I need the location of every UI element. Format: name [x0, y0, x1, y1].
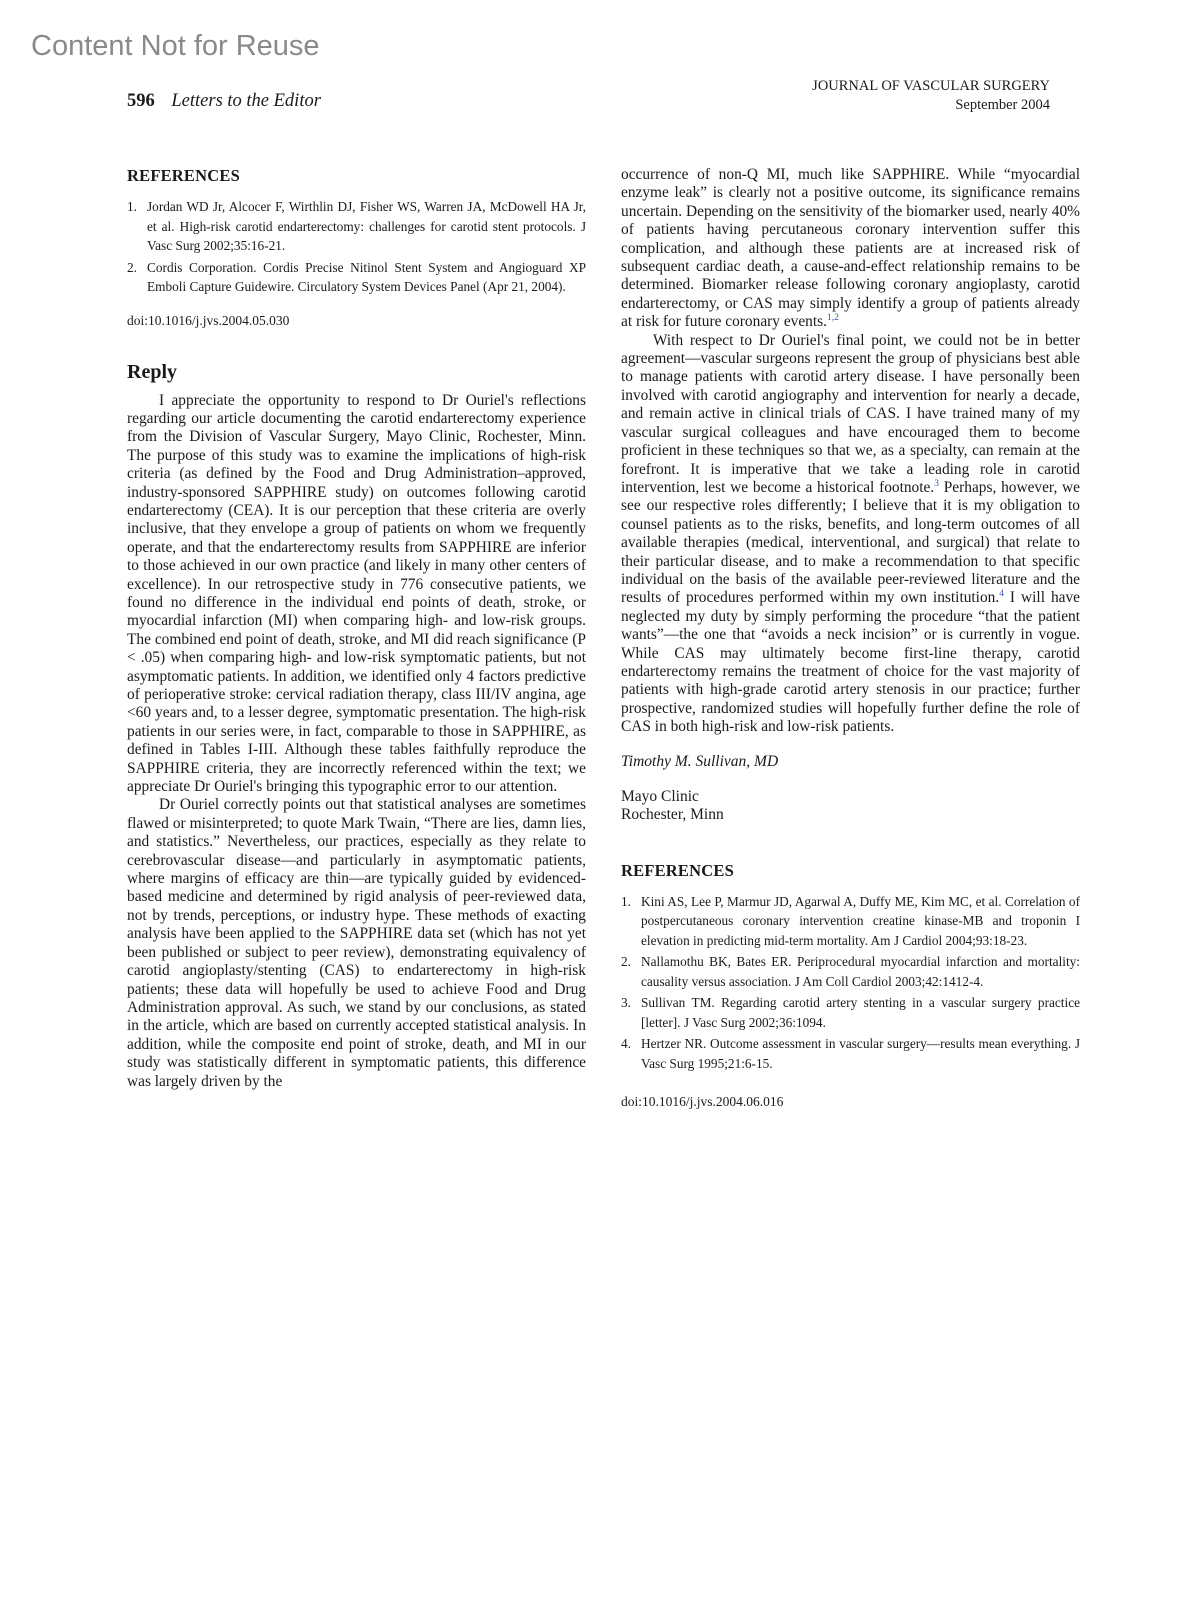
paragraph: I appreciate the opportunity to respond to Dr Ouriel's reflections regarding our article documenting the carotid endarterectomy experience from the Division of Vascular Surgery, Mayo Clinic, Rochester, Minn. The purpose of this study was to examine the implications of high-risk criteria (as defined by the Food and Drug Administration–approved, industry-sponsored SAPPHIRE study) on outcomes following carotid endarterectomy (CEA). It is our perception that these criteria are overly inclusive, that they envelope a group of patients on whom we frequently operate, and that the endarterectomy results from SAPPHIRE are inferior to those achieved in our own practice (and likely in many other centers of excellence). In our retrospective study in 776 consecutive patients, we found no difference in the individual end points of death, stroke, or myocardial infarction (MI) when comparing high- and low-risk groups. The combined end point of death, stroke, and MI did reach significance (P < .05) when comparing high- and low-risk symptomatic patients, but not asymptomatic patients. In addition, we identified only 4 factors predictive of perioperative stroke: cervical radiation therapy, class III/IV angina, age <60 years and, to a lesser degree, symptomatic presentation. The high-risk patients in our series were, in fact, comparable to those in SAPPHIRE, as defined in Tables I-III. Although these tables faithfully reproduce the SAPPHIRE criteria, they are incorrectly referenced within the text; we appreciate Dr Ouriel's bringing this typographic error to our attention.: [127, 391, 586, 796]
reference-number: 3.: [621, 995, 631, 1011]
references-heading: REFERENCES: [127, 166, 240, 185]
reference-item: [127, 197, 586, 256]
reference-text: Hertzer NR. Outcome assessment in vascular surgery—results mean everything. J Vasc Surg 1995;21:6-15.: [641, 1036, 1080, 1071]
citation-link[interactable]: 3: [934, 478, 939, 489]
citation-link[interactable]: 4: [999, 589, 1004, 600]
reply-body-continued: [621, 166, 1080, 737]
doi: doi:10.1016/j.jvs.2004.06.016: [621, 1094, 784, 1110]
reference-list: [127, 197, 586, 297]
reference-text: Jordan WD Jr, Alcocer F, Wirthlin DJ, Fisher WS, Warren JA, McDowell HA Jr, et al. High-risk carotid endarterectomy: challenges for carotid stent protocols. J Vasc Surg 2002;35:16-21.: [147, 199, 586, 253]
author-affiliation: [621, 788, 1080, 825]
reference-number: 2.: [621, 954, 631, 970]
page-header-left: [127, 91, 321, 112]
reference-number: 1.: [621, 893, 631, 909]
running-title: Letters to the Editor: [171, 91, 321, 111]
reference-item: [621, 892, 1080, 951]
reference-item: [621, 952, 1080, 991]
page-header-right: [812, 77, 1050, 115]
reference-item: [621, 993, 1080, 1032]
paragraph-text: occurrence of non-Q MI, much like SAPPHIRE. While “myocardial enzyme leak” is clearly not a positive outcome, its significance remains uncertain. Depending on the sensitivity of the biomarker used, nearly 40% of patients having percutaneous coronary intervention suffer this complication, and although these patients are at increased risk of subsequent cardiac death, a cause-and-effect relationship remains to be determined. Biomarker release following coronary angioplasty, carotid endarterectomy, or CAS may simply identify a group of patients already at risk for future coronary events.: [621, 166, 1080, 331]
reply-heading: Reply: [127, 360, 177, 383]
citation-link[interactable]: 1,2: [827, 313, 839, 324]
references-heading: REFERENCES: [621, 860, 734, 880]
reply-body: [127, 392, 586, 1091]
paragraph: [621, 166, 1080, 332]
paragraph-text: Perhaps, however, we see our respective roles differently; I believe that it is my obligation to counsel patients as to the risks, benefits, and long-term outcomes of all available therapies (medical, interventional, and surgical) that relate to their particular disease, and to make a recommendation to that specific individual on the basis of the available peer-reviewed literature and the results of procedures performed within my own institution.: [621, 478, 1080, 607]
affiliation-line: Rochester, Minn: [621, 806, 724, 824]
reference-text: Nallamothu BK, Bates ER. Periprocedural myocardial infarction and mortality: causality versus association. J Am Coll Cardiol 2003;42:1412-4.: [641, 954, 1080, 989]
affiliation-line: Mayo Clinic: [621, 787, 699, 805]
reference-number: 2.: [127, 259, 137, 275]
watermark-text: Content Not for Reuse: [31, 30, 320, 62]
journal-name: JOURNAL OF VASCULAR SURGERY: [812, 78, 1050, 94]
right-column: [621, 166, 1080, 1110]
paragraph: [621, 332, 1080, 737]
reference-list: [621, 892, 1080, 1074]
reference-item: [621, 1034, 1080, 1073]
reference-number: 1.: [127, 199, 137, 214]
doi: doi:10.1016/j.jvs.2004.05.030: [127, 312, 290, 328]
reference-text: Cordis Corporation. Cordis Precise Nitinol Stent System and Angioguard XP Emboli Capture Guidewire. Circulatory System Devices Panel (Apr 21, 2004).: [147, 259, 586, 294]
paragraph: Dr Ouriel correctly points out that statistical analyses are sometimes flawed or misinterpreted; to quote Mark Twain, “There are lies, damn lies, and statistics.” Nevertheless, our practices, especially as they relate to cerebrovascular disease—and particularly in asymptomatic patients, where margins of efficacy are thin—are typically guided by evidenced-based medicine and determined by rigid analysis of peer-reviewed data, not by trends, perceptions, or industry hype. These methods of exacting analysis have been applied to the SAPPHIRE data set (which has not yet been published or subject to peer review), demonstrating equivalency of carotid angioplasty/stenting (CAS) to endarterectomy in high-risk patients; these data will hopefully be used to achieve Food and Drug Administration approval. As such, we stand by our conclusions, as stated in the article, which are based on currently accepted statistical analysis. In addition, while the composite end point of stroke, death, and MI in our study was statistically different in symptomatic patients, this difference was largely driven by the: [127, 796, 586, 1090]
page-number: 596: [127, 91, 155, 111]
paragraph-text: With respect to Dr Ouriel's final point, we could not be in better agreement—vascular surgeons represent the group of physicians best able to manage patients with carotid artery disease. I have personally been involved with carotid angiography and intervention for nearly a decade, and remain active in clinical trials of CAS. I have trained many of my vascular surgical colleagues and have encouraged them to become proficient in these techniques so that we, as a specialty, can remain at the forefront. It is imperative that we take a leading role in carotid intervention, lest we become a historical footnote.: [621, 331, 1080, 496]
reference-item: [127, 258, 586, 297]
reference-number: 4.: [621, 1036, 631, 1052]
left-column: [127, 166, 586, 1091]
paragraph-text: I will have neglected my duty by simply performing the procedure “that the patient wants”—the one that “avoids a neck incision” or is currently in vogue. While CAS may ultimately become first-line therapy, carotid endarterectomy remains the treatment of choice for the vast majority of patients with high-grade carotid artery stenosis in our practice; further prospective, randomized studies will hopefully further define the role of CAS in both high-risk and low-risk patients.: [621, 589, 1080, 736]
issue-date: September 2004: [955, 97, 1050, 113]
author-signature: Timothy M. Sullivan, MD: [621, 752, 779, 770]
reference-text: Sullivan TM. Regarding carotid artery stenting in a vascular surgery practice [letter]. J Vasc Surg 2002;36:1094.: [641, 995, 1080, 1030]
reference-text: Kini AS, Lee P, Marmur JD, Agarwal A, Duffy ME, Kim MC, et al. Correlation of postpercutaneous coronary intervention creatine kinase-MB and troponin I elevation in predicting mid-term mortality. Am J Cardiol 2004;93:18-23.: [641, 893, 1080, 948]
